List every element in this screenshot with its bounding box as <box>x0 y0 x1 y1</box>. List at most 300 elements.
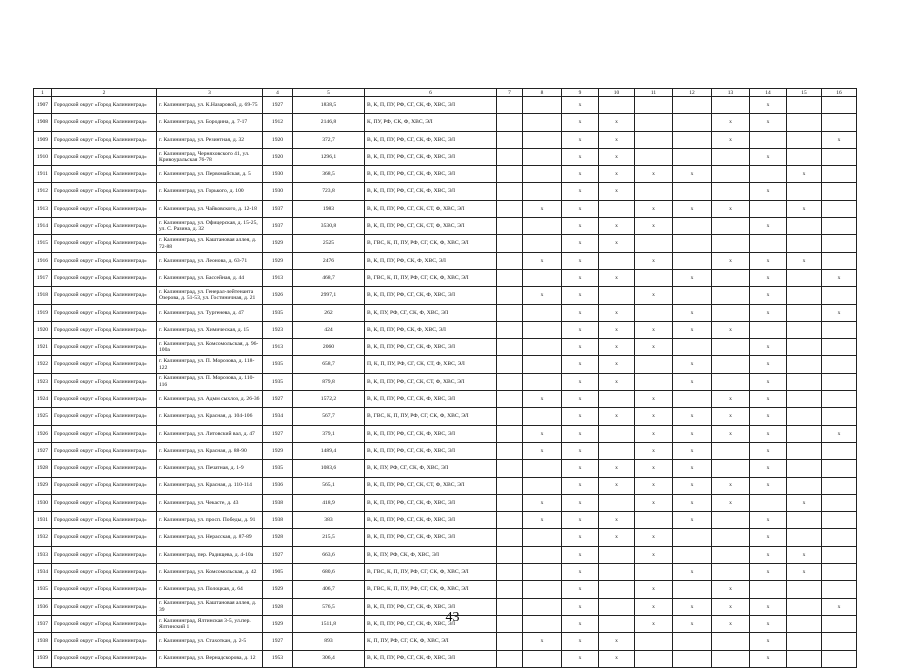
row-number: 1931 <box>34 512 52 529</box>
address-cell: г. Калининград, ул. Вернадскорова, д. 12 <box>157 650 263 667</box>
mark-cell <box>635 97 673 114</box>
mark-cell <box>635 650 673 667</box>
year-cell: 1935 <box>263 460 293 477</box>
mark-cell <box>673 235 712 252</box>
address-cell: г. Калининград, ул. Литовский вал, д. 47 <box>157 425 263 442</box>
mark-cell: x <box>562 339 599 356</box>
mark-cell: x <box>750 97 787 114</box>
area-cell: 2060 <box>293 339 365 356</box>
mark-cell <box>787 529 822 546</box>
mark-cell: x <box>750 477 787 494</box>
table-row <box>34 114 857 131</box>
mark-cell: x <box>673 269 712 286</box>
mark-cell: x <box>562 356 599 373</box>
table-row <box>34 287 857 304</box>
mark-cell <box>635 356 673 373</box>
empty-cell <box>497 97 523 114</box>
mark-cell: x <box>673 494 712 511</box>
mark-cell <box>635 148 673 165</box>
mark-cell: x <box>599 183 635 200</box>
year-cell: 1930 <box>263 183 293 200</box>
works-cell: В, К, П, ПУ, РФ, СГ, СК, СТ, Ф, ХВС, ЭЛ <box>365 218 497 235</box>
address-cell: г. Калининград, ул. Первомайская, д. 5 <box>157 166 263 183</box>
column-number: 5 <box>293 89 365 97</box>
address-cell: г. Калининград, ул. Чекасте, д. 43 <box>157 494 263 511</box>
mark-cell: x <box>523 512 562 529</box>
year-cell: 1938 <box>263 512 293 529</box>
address-cell: г. Калининград, ул. Полоцкая, д. 64 <box>157 581 263 598</box>
address-cell: г. Калининград, ул. Бородина, д. 7-17 <box>157 114 263 131</box>
mark-cell <box>523 183 562 200</box>
mark-cell: x <box>562 321 599 338</box>
year-cell: 1927 <box>263 425 293 442</box>
mark-cell <box>750 131 787 148</box>
table-row <box>34 512 857 529</box>
district-cell: Городской округ «Город Калининград» <box>52 183 157 200</box>
works-cell: В, К, П, ПУ, РФ, СК, Ф, ХВС, ЭЛ <box>365 321 497 338</box>
mark-cell: x <box>599 131 635 148</box>
mark-cell <box>822 218 857 235</box>
mark-cell: x <box>635 200 673 217</box>
mark-cell: x <box>787 494 822 511</box>
mark-cell: x <box>562 373 599 390</box>
empty-cell <box>497 339 523 356</box>
district-cell: Городской округ «Город Калининград» <box>52 373 157 390</box>
mark-cell: x <box>562 269 599 286</box>
row-number: 1929 <box>34 477 52 494</box>
mark-cell <box>822 97 857 114</box>
empty-cell <box>497 408 523 425</box>
mark-cell: x <box>750 408 787 425</box>
address-cell: г. Калининград, ул. К.Назаровой, д. 69-75 <box>157 97 263 114</box>
works-cell: В, К, П, ПУ, РФ, СГ, СК, Ф, ХВС, ЭЛ <box>365 529 497 546</box>
year-cell: 1935 <box>263 356 293 373</box>
works-cell: В, ГВС, К, П, ПУ, РФ, СГ, СК, Ф, ХВС, ЭЛ <box>365 408 497 425</box>
mark-cell <box>523 148 562 165</box>
area-cell: 1572,2 <box>293 391 365 408</box>
mark-cell <box>673 183 712 200</box>
year-cell: 1935 <box>263 373 293 390</box>
mark-cell <box>523 269 562 286</box>
district-cell: Городской округ «Город Калининград» <box>52 321 157 338</box>
works-cell: В, К, П, ПУ, РФ, СГ, СК, Ф, ХВС, ЭЛ <box>365 166 497 183</box>
mark-cell <box>822 321 857 338</box>
mark-cell: x <box>673 166 712 183</box>
mark-cell <box>673 339 712 356</box>
mark-cell <box>523 564 562 581</box>
mark-cell <box>599 425 635 442</box>
mark-cell <box>787 304 822 321</box>
mark-cell: x <box>750 218 787 235</box>
mark-cell: x <box>562 287 599 304</box>
mark-cell: x <box>750 114 787 131</box>
year-cell: 1929 <box>263 581 293 598</box>
empty-cell <box>497 546 523 563</box>
column-number: 10 <box>599 89 635 97</box>
area-cell: 2476 <box>293 252 365 269</box>
mark-cell <box>712 546 750 563</box>
mark-cell: x <box>750 460 787 477</box>
mark-cell: x <box>635 494 673 511</box>
area-cell: 1296,1 <box>293 148 365 165</box>
column-number: 7 <box>497 89 523 97</box>
mark-cell: x <box>562 183 599 200</box>
empty-cell <box>497 633 523 650</box>
mark-cell <box>822 408 857 425</box>
district-cell: Городской округ «Город Калининград» <box>52 529 157 546</box>
row-number: 1918 <box>34 287 52 304</box>
district-cell: Городской округ «Город Калининград» <box>52 356 157 373</box>
area-cell: 658,7 <box>293 356 365 373</box>
mark-cell: x <box>635 166 673 183</box>
mark-cell: x <box>712 477 750 494</box>
mark-cell <box>750 166 787 183</box>
mark-cell <box>523 460 562 477</box>
district-cell: Городской округ «Город Калининград» <box>52 598 157 615</box>
empty-cell <box>497 477 523 494</box>
empty-cell <box>497 391 523 408</box>
mark-cell <box>635 564 673 581</box>
mark-cell <box>523 408 562 425</box>
mark-cell: x <box>750 442 787 459</box>
empty-cell <box>497 166 523 183</box>
year-cell: 1935 <box>263 304 293 321</box>
mark-cell <box>822 356 857 373</box>
works-cell: В, К, П, ПУ, РФ, СГ, СК, Ф, ХВС, ЭЛ <box>365 391 497 408</box>
district-cell: Городской округ «Город Калининград» <box>52 633 157 650</box>
address-cell: г. Калининград, ул. Стахоткан, д. 2-5 <box>157 633 263 650</box>
empty-cell <box>497 269 523 286</box>
mark-cell <box>787 442 822 459</box>
mark-cell: x <box>750 564 787 581</box>
mark-cell: x <box>635 218 673 235</box>
mark-cell <box>673 391 712 408</box>
mark-cell: x <box>712 494 750 511</box>
mark-cell <box>635 183 673 200</box>
mark-cell <box>822 442 857 459</box>
mark-cell <box>712 339 750 356</box>
district-cell: Городской округ «Город Калининград» <box>52 97 157 114</box>
table-row <box>34 425 857 442</box>
mark-cell <box>599 442 635 459</box>
column-number: 11 <box>635 89 673 97</box>
mark-cell <box>712 650 750 667</box>
district-cell: Городской округ «Город Калининград» <box>52 425 157 442</box>
row-number: 1939 <box>34 650 52 667</box>
mark-cell <box>712 269 750 286</box>
table-row <box>34 131 857 148</box>
empty-cell <box>497 373 523 390</box>
mark-cell: x <box>635 615 673 632</box>
year-cell: 1920 <box>263 131 293 148</box>
mark-cell: x <box>712 131 750 148</box>
mark-cell: x <box>599 304 635 321</box>
mark-cell: x <box>562 598 599 615</box>
column-number: 3 <box>157 89 263 97</box>
row-number: 1912 <box>34 183 52 200</box>
works-cell: В, К, П, ПУ, РФ, СГ, СК, Ф, ХВС, ЭЛ <box>365 339 497 356</box>
row-number: 1927 <box>34 442 52 459</box>
mark-cell <box>523 339 562 356</box>
column-number: 9 <box>562 89 599 97</box>
empty-cell <box>497 218 523 235</box>
district-cell: Городской округ «Город Калининград» <box>52 235 157 252</box>
mark-cell <box>523 477 562 494</box>
mark-cell <box>712 218 750 235</box>
area-cell: 576,5 <box>293 598 365 615</box>
mark-cell: x <box>635 321 673 338</box>
mark-cell: x <box>562 148 599 165</box>
mark-cell <box>712 512 750 529</box>
table-row <box>34 304 857 321</box>
mark-cell <box>599 546 635 563</box>
works-cell: В, К, ПУ, РФ, СГ, СК, Ф, ХВС, ЭЛ <box>365 304 497 321</box>
area-cell: 368,5 <box>293 166 365 183</box>
mark-cell: x <box>562 252 599 269</box>
column-number-row <box>34 89 857 97</box>
year-cell: 1929 <box>263 235 293 252</box>
mark-cell <box>523 529 562 546</box>
empty-cell <box>497 114 523 131</box>
district-cell: Городской округ «Город Калининград» <box>52 114 157 131</box>
mark-cell: x <box>787 564 822 581</box>
district-cell: Городской округ «Город Калининград» <box>52 408 157 425</box>
mark-cell: x <box>562 218 599 235</box>
mark-cell <box>822 183 857 200</box>
mark-cell <box>787 650 822 667</box>
row-number: 1934 <box>34 564 52 581</box>
mark-cell <box>673 633 712 650</box>
mark-cell: x <box>750 529 787 546</box>
area-cell: 565,1 <box>293 477 365 494</box>
mark-cell <box>523 304 562 321</box>
mark-cell: x <box>712 425 750 442</box>
area-cell: 2997,1 <box>293 287 365 304</box>
mark-cell: x <box>562 408 599 425</box>
mark-cell: x <box>635 460 673 477</box>
mark-cell: x <box>635 477 673 494</box>
mark-cell: x <box>750 425 787 442</box>
mark-cell: x <box>599 529 635 546</box>
works-cell: В, К, П, ПУ, РФ, СГ, СК, Ф, ХВС, ЭЛ <box>365 650 497 667</box>
mark-cell: x <box>523 391 562 408</box>
mark-cell <box>712 373 750 390</box>
year-cell: 1938 <box>263 494 293 511</box>
mark-cell: x <box>562 114 599 131</box>
mark-cell <box>822 564 857 581</box>
district-cell: Городской округ «Город Калининград» <box>52 564 157 581</box>
row-number: 1913 <box>34 200 52 217</box>
mark-cell: x <box>712 598 750 615</box>
address-cell: г. Калининград, ул. Горького, д. 100 <box>157 183 263 200</box>
mark-cell <box>787 131 822 148</box>
mark-cell: x <box>523 494 562 511</box>
area-cell: 879,8 <box>293 373 365 390</box>
mark-cell: x <box>562 615 599 632</box>
table-row <box>34 148 857 165</box>
mark-cell: x <box>562 166 599 183</box>
empty-cell <box>497 460 523 477</box>
mark-cell: x <box>599 218 635 235</box>
mark-cell: x <box>562 477 599 494</box>
year-cell: 1929 <box>263 252 293 269</box>
row-number: 1914 <box>34 218 52 235</box>
area-cell: 372,7 <box>293 131 365 148</box>
mark-cell <box>822 166 857 183</box>
row-number: 1936 <box>34 598 52 615</box>
mark-cell: x <box>635 442 673 459</box>
address-cell: г. Калининград, ул. Каштановая аллея, д. 72-88 <box>157 235 263 252</box>
mark-cell <box>787 391 822 408</box>
area-cell: 468,7 <box>293 269 365 286</box>
works-cell: В, К, П, ПУ, РФ, СГ, СК, Ф, ХВС, ЭЛ <box>365 512 497 529</box>
row-number: 1915 <box>34 235 52 252</box>
mark-cell: x <box>712 321 750 338</box>
area-cell: 3530,8 <box>293 218 365 235</box>
address-cell: г. Калининград, ул. П. Морозова, д. 118-122 <box>157 356 263 373</box>
area-cell: 1511,8 <box>293 615 365 632</box>
mark-cell: x <box>673 442 712 459</box>
address-cell: г. Калининград, ул. Резинтная, д. 32 <box>157 131 263 148</box>
mark-cell <box>673 97 712 114</box>
table-row <box>34 235 857 252</box>
mark-cell: x <box>822 425 857 442</box>
row-number: 1916 <box>34 252 52 269</box>
mark-cell <box>635 269 673 286</box>
mark-cell <box>523 166 562 183</box>
mark-cell <box>822 546 857 563</box>
mark-cell: x <box>787 200 822 217</box>
row-number: 1921 <box>34 339 52 356</box>
mark-cell: x <box>750 252 787 269</box>
row-number: 1925 <box>34 408 52 425</box>
mark-cell: x <box>562 391 599 408</box>
mark-cell: x <box>562 131 599 148</box>
table-row <box>34 581 857 598</box>
address-cell: г. Калининград, ул. Нерасская, д. 87-89 <box>157 529 263 546</box>
year-cell: 1927 <box>263 391 293 408</box>
address-cell: г. Калининград, ул. Красная, д. 88-90 <box>157 442 263 459</box>
mark-cell <box>712 97 750 114</box>
year-cell: 1928 <box>263 598 293 615</box>
area-cell: 723,8 <box>293 183 365 200</box>
mark-cell <box>822 252 857 269</box>
works-cell: В, К, П, ПУ, РФ, СГ, СК, Ф, ХВС, ЭЛ <box>365 97 497 114</box>
area-cell: 663,6 <box>293 546 365 563</box>
row-number: 1928 <box>34 460 52 477</box>
table-row <box>34 633 857 650</box>
mark-cell <box>822 391 857 408</box>
mark-cell <box>673 650 712 667</box>
mark-cell <box>787 581 822 598</box>
area-cell: 215,5 <box>293 529 365 546</box>
mark-cell <box>787 633 822 650</box>
mark-cell: x <box>635 408 673 425</box>
mark-cell <box>822 200 857 217</box>
column-number: 8 <box>523 89 562 97</box>
mark-cell: x <box>750 598 787 615</box>
address-cell: г. Калининград, ул. Каштановая аллея, д. 39 <box>157 598 263 615</box>
area-cell: 262 <box>293 304 365 321</box>
table-row <box>34 356 857 373</box>
mark-cell: x <box>673 512 712 529</box>
mark-cell <box>822 650 857 667</box>
mark-cell <box>599 97 635 114</box>
year-cell: 1927 <box>263 97 293 114</box>
mark-cell <box>673 131 712 148</box>
mark-cell <box>523 546 562 563</box>
mark-cell: x <box>562 425 599 442</box>
mark-cell <box>712 235 750 252</box>
mark-cell <box>523 235 562 252</box>
mark-cell <box>822 581 857 598</box>
mark-cell <box>712 442 750 459</box>
mark-cell: x <box>562 581 599 598</box>
row-number: 1917 <box>34 269 52 286</box>
year-cell: 1937 <box>263 218 293 235</box>
column-number: 12 <box>673 89 712 97</box>
mark-cell: x <box>599 408 635 425</box>
mark-cell: x <box>750 148 787 165</box>
column-number: 2 <box>52 89 157 97</box>
mark-cell <box>822 494 857 511</box>
works-cell: В, К, П, ПУ, РФ, СГ, СК, СТ, Ф, ХВС, ЭЛ <box>365 200 497 217</box>
mark-cell: x <box>635 287 673 304</box>
row-number: 1910 <box>34 148 52 165</box>
mark-cell <box>523 321 562 338</box>
mark-cell: x <box>673 425 712 442</box>
mark-cell: x <box>523 442 562 459</box>
table-row <box>34 200 857 217</box>
address-cell: г. Калининград, ул. Красная, д. 104-106 <box>157 408 263 425</box>
works-cell: П, К, П, ПУ, РФ, СГ, СК, СТ, Ф, ХВС, ЭЛ <box>365 356 497 373</box>
empty-cell <box>497 131 523 148</box>
mark-cell <box>787 408 822 425</box>
row-number: 1920 <box>34 321 52 338</box>
address-cell: г. Калининград, ул. Комсомольская, д. 96-100а <box>157 339 263 356</box>
district-cell: Городской округ «Город Калининград» <box>52 131 157 148</box>
mark-cell <box>599 391 635 408</box>
mark-cell <box>673 114 712 131</box>
mark-cell: x <box>750 339 787 356</box>
mark-cell: x <box>673 373 712 390</box>
mark-cell: x <box>562 97 599 114</box>
empty-cell <box>497 494 523 511</box>
mark-cell: x <box>712 581 750 598</box>
mark-cell: x <box>523 287 562 304</box>
address-cell: г. Калининград, ул. Химическая, д. 15 <box>157 321 263 338</box>
mark-cell <box>787 97 822 114</box>
mark-cell: x <box>712 114 750 131</box>
district-cell: Городской округ «Город Калининград» <box>52 546 157 563</box>
mark-cell: x <box>750 546 787 563</box>
mark-cell: x <box>750 356 787 373</box>
mark-cell <box>712 183 750 200</box>
mark-cell <box>822 477 857 494</box>
mark-cell: x <box>599 148 635 165</box>
mark-cell <box>673 546 712 563</box>
mark-cell <box>822 373 857 390</box>
year-cell: 1936 <box>263 477 293 494</box>
mark-cell <box>787 460 822 477</box>
mark-cell: x <box>635 598 673 615</box>
mark-cell: x <box>599 166 635 183</box>
column-number: 16 <box>822 89 857 97</box>
empty-cell <box>497 650 523 667</box>
mark-cell <box>712 304 750 321</box>
year-cell: 1905 <box>263 564 293 581</box>
mark-cell: x <box>599 650 635 667</box>
